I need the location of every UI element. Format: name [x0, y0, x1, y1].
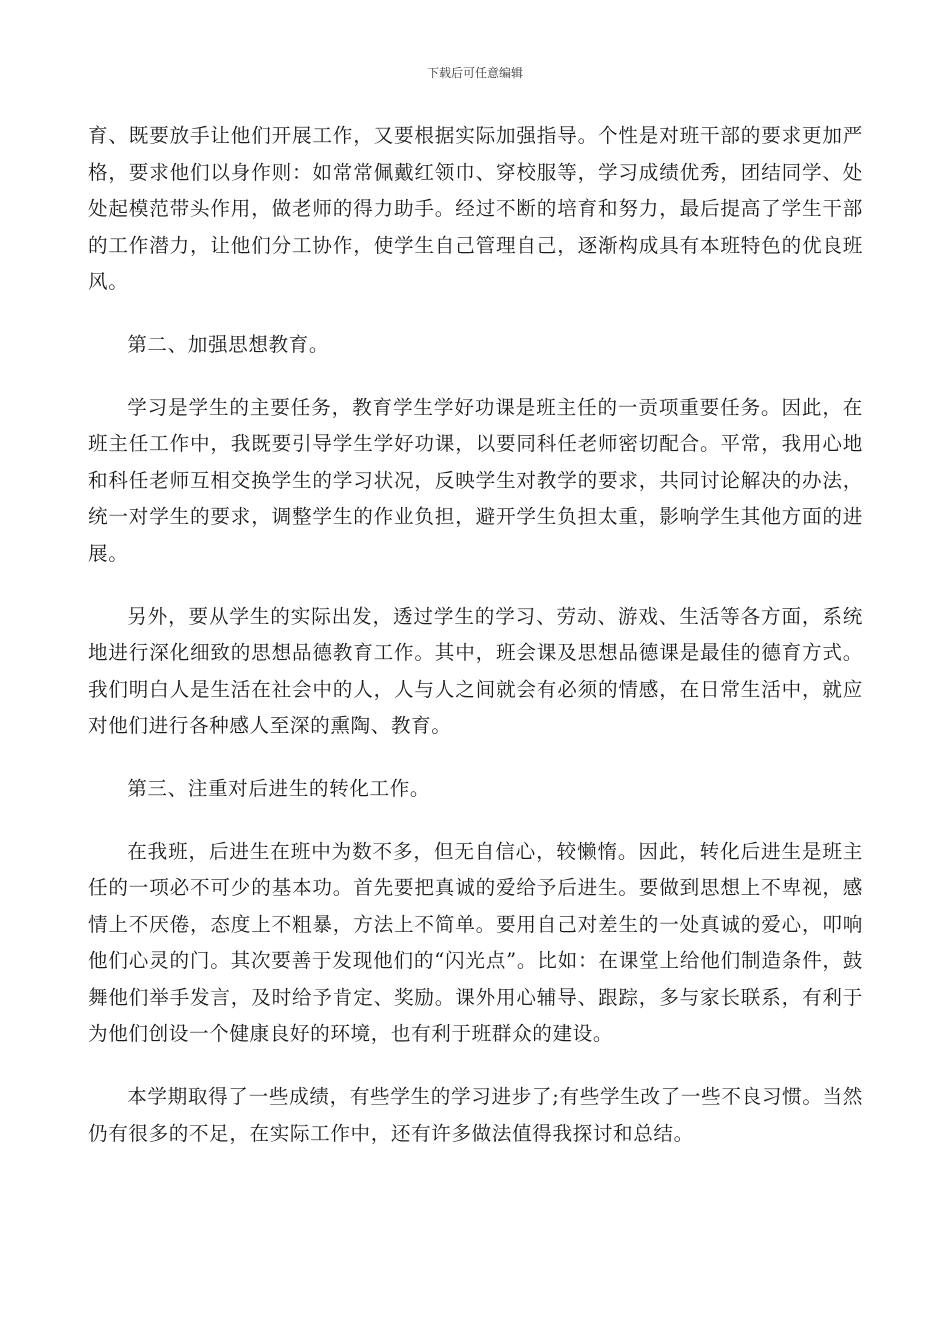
paragraph-continued: 育、既要放手让他们开展工作，又要根据实际加强指导。个性是对班干部的要求更加严格，要求他们以身作则：如常常佩戴红领巾、穿校服等，学习成绩优秀，团结同学、处处起模范带头作用，做老师的得力助手。经过不断的培育和努力，最后提高了学生干部的工作潜力，让他们分工协作，使学生自己管理自己，逐渐构成具有本班特色的优良班风。: [88, 124, 863, 294]
section-heading-2: 第二、加强思想教育。: [127, 332, 330, 356]
document-body: [88, 118, 863, 1178]
paragraph: 学习是学生的主要任务，教育学生学好功课是班主任的一贡项重要任务。因此，在班主任工作中，我既要引导学生学好功课，以要同科任老师密切配合。平常，我用心地和科任老师互相交换学生的学习状况，反映学生对教学的要求，共同讨论解决的办法，统一对学生的要求，调整学生的作业负担，避开学生负担太重，影响学生其他方面的进展。: [88, 395, 863, 565]
page-header-note: 下载后可任意编辑: [426, 66, 523, 80]
paragraph: 另外，要从学生的实际出发，透过学生的学习、劳动、游戏、生活等各方面，系统地进行深化细致的思想品德教育工作。其中，班会课及思想品德课是最佳的德育方式。我们明白人是生活在社会中的人，人与人之间就会有必须的情感，在日常生活中，就应对他们进行各种感人至深的熏陶、教育。: [88, 604, 863, 738]
paragraph: 本学期取得了一些成绩，有些学生的学习进步了;有些学生改了一些不良习惯。当然仍有很多的不足，在实际工作中，还有许多做法值得我探讨和总结。: [88, 1085, 863, 1145]
section-heading-3: 第三、注重对后进生的转化工作。: [127, 776, 431, 800]
paragraph: 在我班，后进生在班中为数不多，但无自信心，较懒惰。因此，转化后进生是班主任的一项必不可少的基本功。首先要把真诚的爱给予后进生。要做到思想上不卑视，感情上不厌倦，态度上不粗暴，方法上不简单。要用自己对差生的一处真诚的爱心，叩响他们心灵的门。其次要善于发现他们的“闪光点”。比如：在课堂上给他们制造条件，鼓舞他们举手发言，及时给予肯定、奖励。课外用心辅导、跟踪，多与家长联系，有利于为他们创设一个健康良好的环境，也有利于班群众的建设。: [88, 839, 863, 1046]
